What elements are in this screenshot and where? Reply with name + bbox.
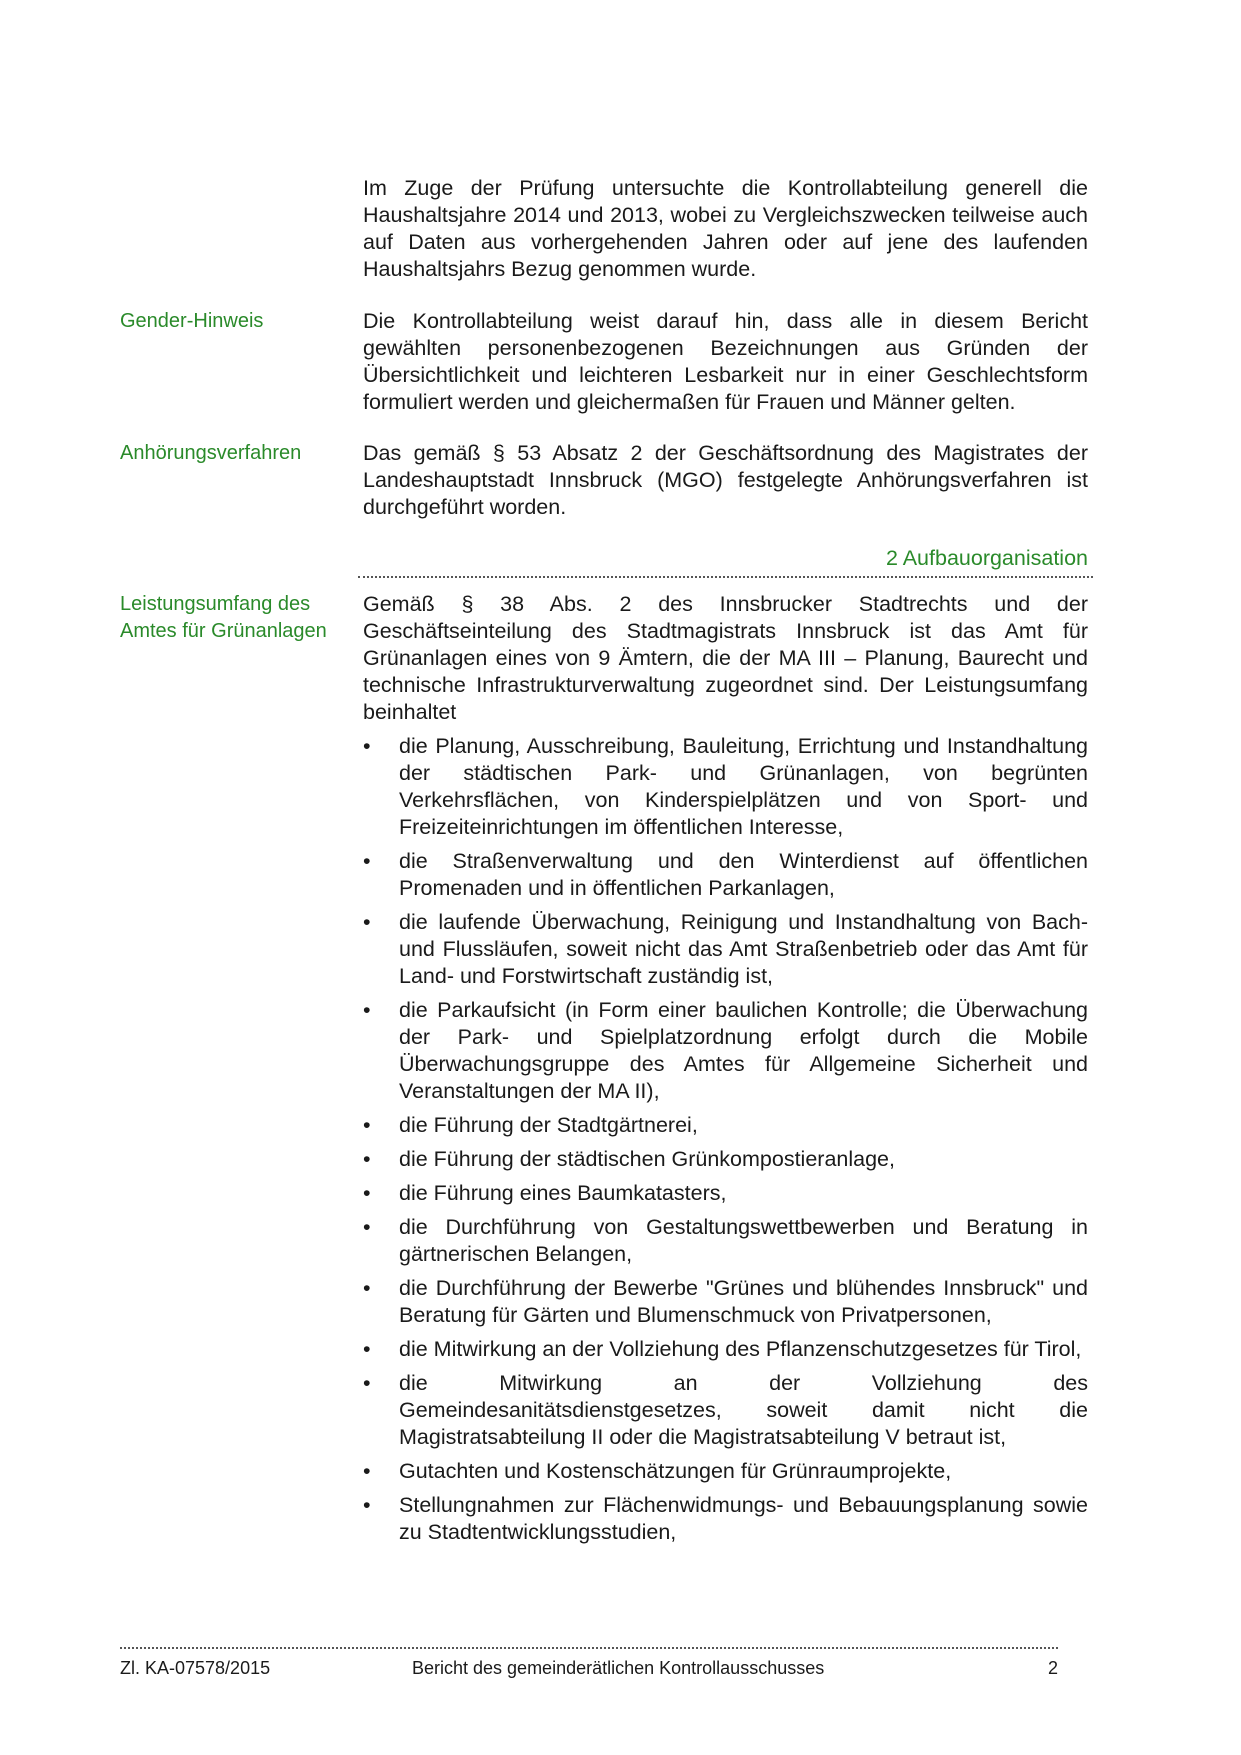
bullet-item — [363, 997, 1088, 1105]
bullet-item — [363, 1370, 1088, 1451]
bullet-text: die Führung der Stadtgärtnerei, — [399, 1113, 698, 1137]
leistung-paragraph: Gemäß § 38 Abs. 2 des Innsbrucker Stadtrechts und der Geschäftseinteilung des Stadtmagistrats Innsbruck ist das Amt für Grünanlagen eines von 9 Ämtern, die der MA III – Planung, Baurecht und technische Infrastrukturverwaltung zugeordnet sind. Der Leistungsumfang beinhaltet — [363, 592, 1088, 724]
bullet-dot: • — [363, 1147, 371, 1171]
bullet-text: Gutachten und Kostenschätzungen für Grünraumprojekte, — [399, 1459, 952, 1483]
bullet-dot: • — [363, 1337, 371, 1361]
bullet-dot: • — [363, 1276, 371, 1300]
margin-note-anhoerung: Anhörungsverfahren — [120, 442, 302, 464]
bullet-text: Stellungnahmen zur Flächenwidmungs- und Bebauungsplanung sowie zu Stadtentwicklungsstudien, — [399, 1493, 1088, 1544]
bullet-text: die Parkaufsicht (in Form einer baulichen Kontrolle; die Überwachung der Park- und Spielplatzordnung erfolgt durch die Mobile Überwachungsgruppe des Amtes für Allgemeine Sicherheit und Veranstaltungen der MA II), — [399, 998, 1088, 1103]
bullet-dot: • — [363, 1215, 371, 1239]
intro-paragraph: Im Zuge der Prüfung untersuchte die Kontrollabteilung generell die Haushaltsjahre 2014 und 2013, wobei zu Vergleichszwecken teilweise auch auf Daten aus vorhergehenden Jahren oder auf jene des laufenden Haushaltsjahrs Bezug genommen wurde. — [363, 176, 1088, 281]
bullet-dot: • — [363, 1493, 371, 1517]
bullet-text: die Mitwirkung an der Vollziehung des Pflanzenschutzgesetzes für Tirol, — [399, 1337, 1082, 1361]
anhoerung-paragraph: Das gemäß § 53 Absatz 2 der Geschäftsordnung des Magistrates der Landeshauptstadt Innsbruck (MGO) festgelegte Anhörungsverfahren ist durchgeführt worden. — [363, 441, 1088, 519]
bullet-dot: • — [363, 1459, 371, 1483]
margin-note-leistung-line2: Amtes für Grünanlagen — [120, 620, 327, 642]
bullet-dot: • — [363, 1113, 371, 1137]
bullet-item — [363, 1180, 1088, 1207]
page-number: 2 — [1048, 1658, 1059, 1678]
bullet-text: die Mitwirkung an der Vollziehung des Gemeindesanitätsdienstgesetzes, soweit damit nicht die Magistratsabteilung II oder die Magistratsabteilung V betraut ist, — [399, 1371, 1088, 1449]
bullet-item — [363, 1112, 1088, 1139]
bullet-item — [363, 733, 1088, 841]
bullet-dot: • — [363, 849, 371, 873]
bullet-text: die Führung der städtischen Grünkompostieranlage, — [399, 1147, 895, 1171]
bullet-dot: • — [363, 1371, 371, 1395]
bullet-text: die Planung, Ausschreibung, Bauleitung, Errichtung und Instandhaltung der städtischen Park- und Grünanlagen, von begrünten Verkehrsflächen, von Kinderspielplätzen und von Sport- und Freizeiteinrichtungen im öffentlichen Interesse, — [399, 734, 1088, 839]
heading-divider — [358, 576, 1093, 578]
bullet-dot: • — [363, 734, 371, 758]
bullet-item — [363, 1275, 1088, 1329]
bullet-text: die Führung eines Baumkatasters, — [399, 1181, 727, 1205]
footer-reference: Zl. KA-07578/2015 — [120, 1658, 271, 1678]
bullet-item — [363, 909, 1088, 990]
gender-paragraph: Die Kontrollabteilung weist darauf hin, dass alle in diesem Bericht gewählten personenbezogenen Bezeichnungen aus Gründen der Übersichtlichkeit und leichteren Lesbarkeit nur in einer Geschlechtsform formuliert werden und gleichermaßen für Frauen und Männer gelten. — [363, 309, 1088, 414]
bullet-text: die laufende Überwachung, Reinigung und Instandhaltung von Bach- und Flussläufen, soweit nicht das Amt Straßenbetrieb oder das Amt für Land- und Forstwirtschaft zuständig ist, — [399, 910, 1088, 988]
margin-note-gender: Gender-Hinweis — [120, 310, 264, 332]
margin-note-leistung-line1: Leistungsumfang des — [120, 593, 311, 615]
bullet-dot: • — [363, 910, 371, 934]
task-bullet-list — [363, 733, 1088, 1553]
bullet-dot: • — [363, 1181, 371, 1205]
bullet-item — [363, 1458, 1088, 1485]
section-heading: 2 Aufbauorganisation — [885, 546, 1088, 570]
margin-note-leistung — [120, 591, 350, 645]
bullet-item — [363, 1336, 1088, 1363]
bullet-item — [363, 1214, 1088, 1268]
footer-title: Bericht des gemeinderätlichen Kontrollausschusses — [412, 1658, 825, 1678]
bullet-item — [363, 1146, 1088, 1173]
bullet-text: die Durchführung von Gestaltungswettbewerben und Beratung in gärtnerischen Belangen, — [399, 1215, 1088, 1266]
bullet-item — [363, 1492, 1088, 1546]
bullet-item — [363, 848, 1088, 902]
bullet-text: die Durchführung der Bewerbe "Grünes und blühendes Innsbruck" und Beratung für Gärten und Blumenschmuck von Privatpersonen, — [399, 1276, 1088, 1327]
footer-divider — [120, 1647, 1058, 1649]
bullet-dot: • — [363, 998, 371, 1022]
bullet-text: die Straßenverwaltung und den Winterdienst auf öffentlichen Promenaden und in öffentlichen Parkanlagen, — [399, 849, 1088, 900]
